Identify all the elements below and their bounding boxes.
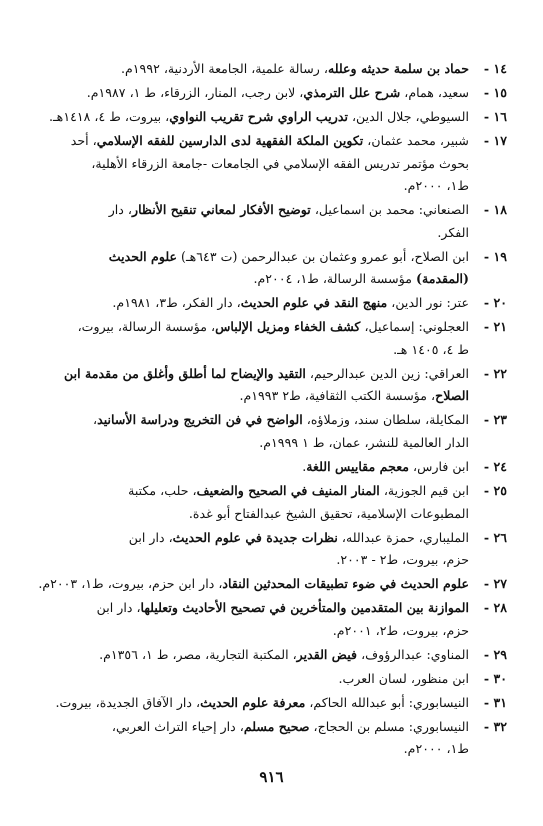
entry-line: النيسابوري: مسلم بن الحجاج، صحيح مسلم، دار إحياء التراث العربي، bbox=[111, 718, 469, 734]
entry-line: المناوي: عبدالرؤوف، فيض القدير، المكتبة التجارية، مصر، ط ١، ١٣٥٦م. bbox=[99, 646, 469, 662]
page-number: ٩١٦ bbox=[259, 768, 284, 786]
bibliography-entry bbox=[40, 716, 507, 761]
entry-line: ابن قيم الجوزية، المنار المنيف في الصحيح والضعيف، حلب، مكتبة bbox=[128, 482, 469, 498]
bibliography-entry bbox=[40, 692, 507, 715]
entry-line: حزم، بيروت، ط٢ - ٢٠٠٣. bbox=[336, 552, 469, 568]
entry-line: الصلاح، مؤسسة الكتب الثقافية، ط٢ ١٩٩٣م. bbox=[239, 388, 469, 404]
entry-number: ٢٤ - bbox=[483, 459, 507, 474]
bibliography-entry bbox=[40, 246, 507, 291]
entry-number: ١٥ - bbox=[483, 84, 507, 100]
book-title: تدريب الراوي شرح تقريب النواوي bbox=[169, 108, 348, 124]
entry-number: ٢٠ - bbox=[483, 295, 507, 311]
book-title: نظرات جديدة في علوم الحديث bbox=[172, 529, 338, 545]
entry-text bbox=[40, 82, 469, 105]
entry-text bbox=[40, 130, 469, 198]
entry-line: الدار العالمية للنشر، عمان، ط ١ ١٩٩٩م. bbox=[259, 435, 469, 451]
entry-line: سعيد، همام، شرح علل الترمذي، لابن رجب، المنار، الزرقاء، ط ١، ١٩٨٧م. bbox=[86, 84, 469, 100]
bibliography-entry bbox=[40, 363, 507, 408]
entry-text bbox=[40, 363, 469, 408]
bibliography-entry bbox=[40, 58, 507, 81]
entry-text bbox=[40, 692, 469, 715]
entry-line: الموازنة بين المتقدمين والمتأخرين في تصحيح الأحاديث وتعليلها، دار ابن bbox=[96, 600, 469, 616]
entry-number: ٢٩ - bbox=[483, 646, 507, 662]
entry-line: الفكر. bbox=[437, 224, 469, 240]
book-title: المنار المنيف في الصحيح والضعيف bbox=[196, 482, 380, 498]
bibliography-entry bbox=[40, 106, 507, 129]
entry-line: النيسابوري: أبو عبدالله الحاكم، معرفة علوم الحديث، دار الآفاق الجديدة، بيروت. bbox=[55, 694, 469, 710]
entry-text bbox=[38, 573, 469, 596]
book-title: حماد بن سلمة حديثه وعلله bbox=[327, 61, 469, 76]
entry-number: ١٧ - bbox=[483, 132, 507, 148]
book-title: شرح علل الترمذي bbox=[303, 84, 401, 100]
book-title: فيض القدير bbox=[296, 646, 358, 662]
bibliography-entry bbox=[40, 292, 507, 315]
entry-number: ١٦ - bbox=[483, 108, 507, 124]
book-title: توضيح الأفكار لمعاني تنقيح الأنظار bbox=[131, 202, 311, 218]
book-title: (المقدمة) bbox=[415, 271, 469, 287]
entry-text bbox=[40, 597, 469, 642]
entry-text bbox=[40, 246, 469, 291]
book-title: علوم الحديث bbox=[108, 248, 178, 264]
entry-text bbox=[40, 316, 469, 361]
entry-line: حزم، بيروت، ط٢، ٢٠٠١م. bbox=[332, 622, 469, 638]
book-title: معرفة علوم الحديث bbox=[200, 694, 306, 710]
entry-text bbox=[40, 456, 469, 479]
book-title: كشف الخفاء ومزيل الإلباس bbox=[215, 319, 361, 335]
entry-number: ٢٦ - bbox=[483, 529, 507, 545]
book-title: منهج النقد في علوم الحديث bbox=[240, 295, 388, 311]
bibliography-entry bbox=[40, 130, 507, 198]
entry-text bbox=[40, 106, 469, 129]
entry-line: ط١، ٢٠٠٠م. bbox=[403, 741, 469, 757]
entry-line: بحوث مؤتمر تدريس الفقه الإسلامي في الجامعات -جامعة الزرقاء الأهلية، bbox=[91, 155, 469, 171]
entry-text bbox=[40, 409, 469, 454]
entry-number: ١٤ - bbox=[483, 61, 507, 76]
entry-text bbox=[40, 716, 469, 761]
entry-line: المكايلة، سلطان سند، وزملاؤه، الواضح في فن التخريج ودراسة الأسانيد، bbox=[93, 412, 469, 428]
entry-number: ٣٢ - bbox=[483, 718, 507, 734]
entry-line: حماد بن سلمة حديثه وعلله، رسالة علمية، الجامعة الأردنية، ١٩٩٢م. bbox=[120, 61, 469, 76]
entry-line: ط ٤، ١٤٠٥ هـ. bbox=[393, 341, 469, 357]
book-title: الواضح في فن التخريج ودراسة الأسانيد bbox=[97, 412, 303, 428]
entry-text bbox=[40, 527, 469, 572]
bibliography-entry bbox=[40, 82, 507, 105]
bibliography-entry bbox=[40, 409, 507, 454]
bibliography-entry bbox=[40, 573, 507, 596]
entry-text bbox=[40, 292, 469, 315]
bibliography-entry bbox=[40, 480, 507, 525]
entry-text bbox=[40, 644, 469, 667]
entry-text bbox=[40, 58, 469, 81]
entry-number: ٢٢ - bbox=[483, 365, 507, 381]
entry-number: ٣٠ - bbox=[483, 670, 507, 686]
bibliography-entry bbox=[40, 456, 507, 479]
entry-text bbox=[40, 199, 469, 244]
bibliography-entry bbox=[40, 597, 507, 642]
entry-line: (المقدمة) مؤسسة الرسالة، ط١، ٢٠٠٤م. bbox=[253, 271, 469, 287]
entry-line: علوم الحديث في ضوء تطبيقات المحدثين النقاد، دار ابن حزم، بيروت، ط١، ٢٠٠٣م. bbox=[38, 576, 469, 592]
book-title: تكوين الملكة الفقهية لدى الدارسين للفقه الإسلامي bbox=[96, 132, 364, 148]
entry-number: ١٨ - bbox=[483, 202, 507, 218]
entry-line: الصنعاني: محمد بن اسماعيل، توضيح الأفكار لمعاني تنقيح الأنظار، دار bbox=[108, 202, 469, 218]
entry-number: ٢٣ - bbox=[483, 412, 507, 428]
entry-line: ط١، ٢٠٠٠م. bbox=[403, 178, 469, 194]
book-title: صحيح مسلم bbox=[243, 718, 310, 734]
entry-number: ٢١ - bbox=[483, 319, 507, 335]
bibliography-list bbox=[40, 58, 507, 761]
entry-number: ٢٨ - bbox=[483, 600, 507, 616]
book-title: معجم مقاييس اللغة bbox=[306, 459, 410, 474]
bibliography-entry bbox=[40, 527, 507, 572]
entry-number: ٢٥ - bbox=[483, 482, 507, 498]
entry-line: عتر: نور الدين، منهج النقد في علوم الحديث، دار الفكر، ط٣، ١٩٨١م. bbox=[112, 295, 469, 311]
entry-line: السيوطي، جلال الدين، تدريب الراوي شرح تقريب النواوي، بيروت، ط ٤، ١٤١٨هـ. bbox=[48, 108, 469, 124]
bibliography-entry bbox=[40, 316, 507, 361]
book-title: الموازنة بين المتقدمين والمتأخرين في تصحيح الأحاديث وتعليلها bbox=[140, 600, 469, 616]
entry-line: ابن الصلاح، أبو عمرو وعثمان بن عبدالرحمن (ت ٦٤٣هـ) علوم الحديث bbox=[108, 248, 469, 264]
book-title: الصلاح bbox=[435, 388, 469, 404]
entry-line: المطبوعات الإسلامية، تحقيق الشيخ عبدالفتاح أبو غدة. bbox=[188, 505, 469, 521]
entry-number: ٢٧ - bbox=[483, 576, 507, 592]
book-title: التقيد والإيضاح لما أطلق وأغلق من مقدمة ابن bbox=[64, 365, 306, 381]
entry-text bbox=[40, 480, 469, 525]
entry-number: ٣١ - bbox=[483, 694, 507, 710]
book-title: علوم الحديث في ضوء تطبيقات المحدثين النقاد bbox=[222, 576, 469, 592]
entry-line: ابن منظور، لسان العرب. bbox=[338, 670, 469, 686]
bibliography-entry bbox=[40, 644, 507, 667]
entry-line: العراقي: زين الدين عبدالرحيم، التقيد والإيضاح لما أطلق وأغلق من مقدمة ابن bbox=[64, 365, 469, 381]
entry-line: العجلوني: إسماعيل، كشف الخفاء ومزيل الإلباس، مؤسسة الرسالة، بيروت، bbox=[77, 319, 469, 335]
entry-line: شبير، محمد عثمان، تكوين الملكة الفقهية لدى الدارسين للفقه الإسلامي، أحد bbox=[70, 132, 469, 148]
entry-line: المليباري، حمزة عبدالله، نظرات جديدة في علوم الحديث، دار ابن bbox=[128, 529, 469, 545]
entry-text bbox=[40, 668, 469, 691]
entry-number: ١٩ - bbox=[483, 248, 507, 264]
bibliography-entry bbox=[40, 668, 507, 691]
entry-line: ابن فارس، معجم مقاييس اللغة. bbox=[302, 459, 469, 474]
bibliography-entry bbox=[40, 199, 507, 244]
